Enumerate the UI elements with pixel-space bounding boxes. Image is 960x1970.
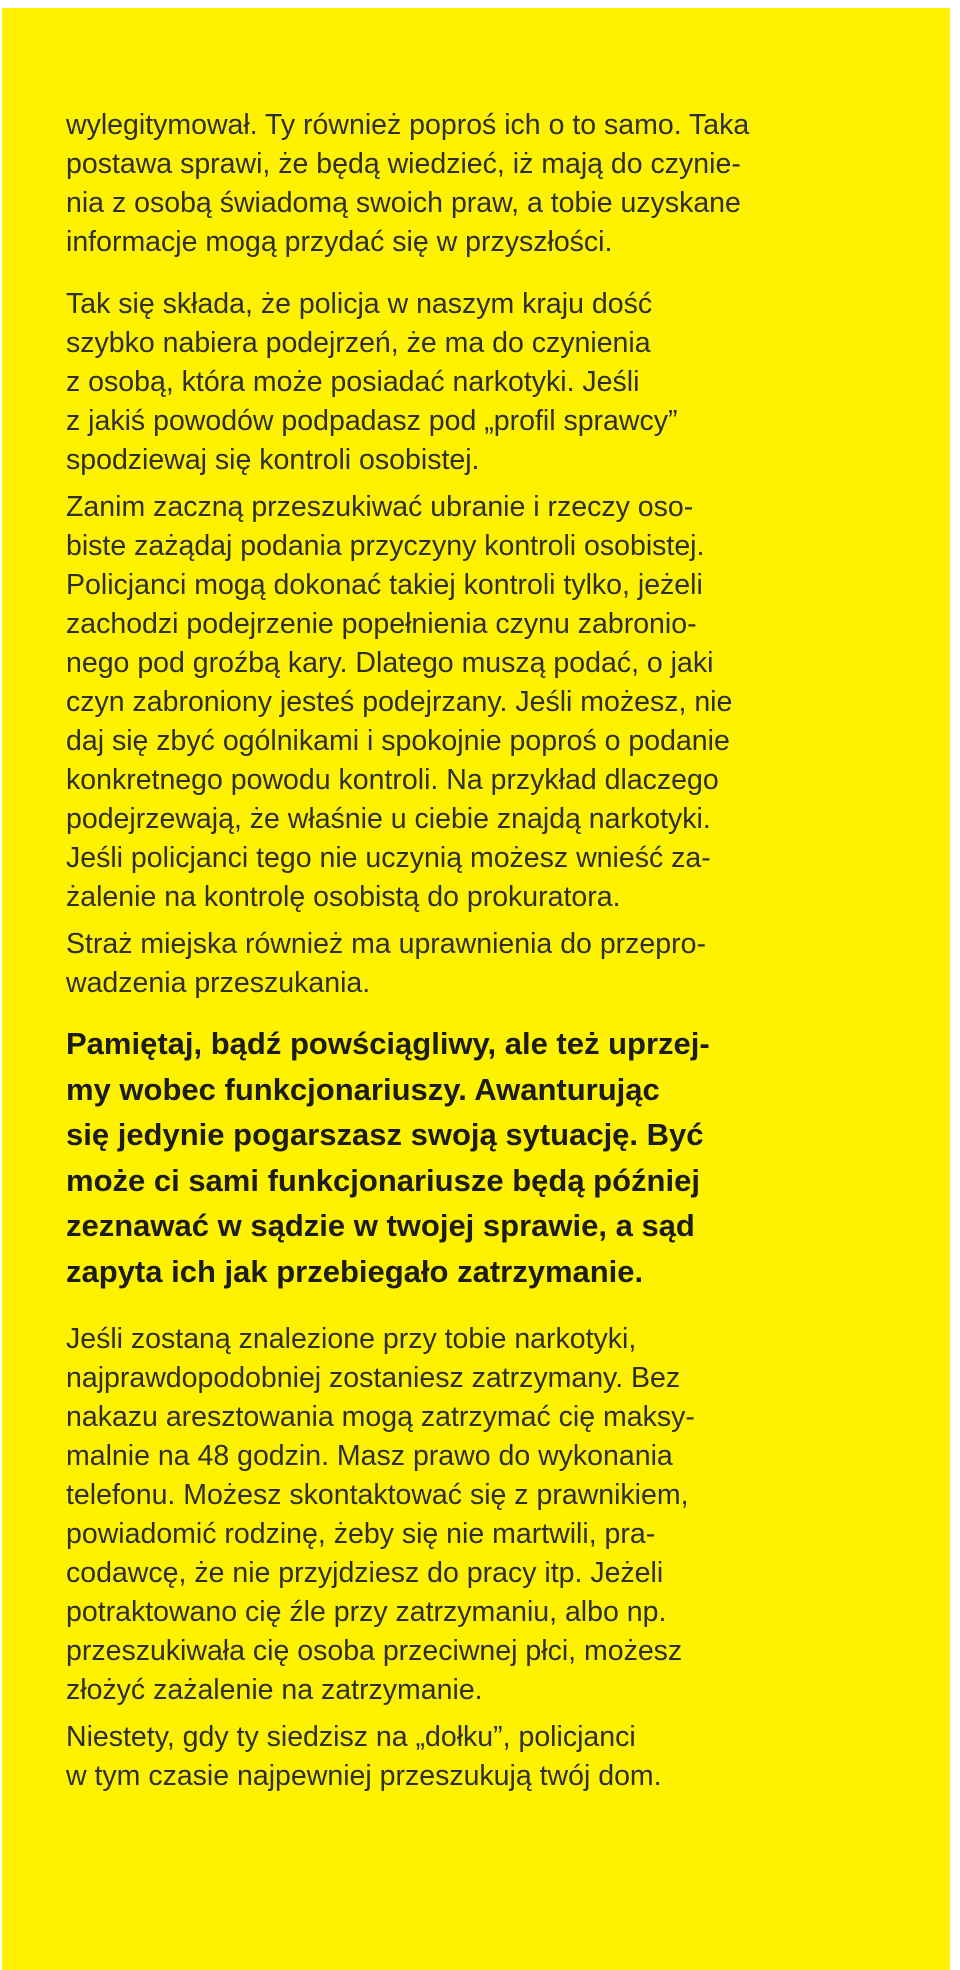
paragraph-suspicion [66, 285, 866, 480]
text-line: my wobec funkcjonariuszy. Awanturując [66, 1071, 660, 1107]
text-line: malnie na 48 godzin. Masz prawo do wykonania [66, 1440, 673, 1472]
paragraph-search-reason [66, 488, 866, 917]
text-line: Tak się składa, że policja w naszym kraju dość [66, 288, 653, 320]
text-line: Zanim zaczną przeszukiwać ubranie i rzeczy oso- [66, 491, 694, 523]
text-line: najprawdopodobniej zostaniesz zatrzymany. Bez [66, 1362, 681, 1394]
document-page [2, 8, 950, 1970]
text-line: żalenie na kontrolę osobistą do prokuratora. [66, 881, 621, 913]
text-line: może ci sami funkcjonariusze będą później [66, 1162, 700, 1198]
text-line: powiadomić rodzinę, żeby się nie martwili, pra- [66, 1518, 656, 1550]
text-line: potraktowano cię źle przy zatrzymaniu, albo np. [66, 1596, 667, 1628]
text-line: konkretnego powodu kontroli. Na przykład dlaczego [66, 764, 719, 796]
text-line: z osobą, która może posiadać narkotyki. Jeśli [66, 366, 640, 398]
text-line: z jakiś powodów podpadasz pod „profil sprawcy” [66, 405, 678, 437]
text-line: Straż miejska również ma uprawnienia do przepro- [66, 928, 706, 960]
text-line: informacje mogą przydać się w przyszłości. [66, 226, 613, 258]
text-line: postawa sprawi, że będą wiedzieć, iż mają do czynie- [66, 148, 741, 180]
paragraph-detention [66, 1320, 866, 1710]
text-line: Niestety, gdy ty siedzisz na „dołku”, policjanci [66, 1721, 636, 1753]
text-line: spodziewaj się kontroli osobistej. [66, 444, 480, 476]
text-line: nego pod groźbą kary. Dlatego muszą podać, o jaki [66, 647, 714, 679]
paragraph-city-guard [66, 925, 866, 1003]
text-line: Jeśli policjanci tego nie uczynią możesz wnieść za- [66, 842, 711, 874]
text-line: szybko nabiera podejrzeń, że ma do czynienia [66, 327, 651, 359]
text-line: się jedynie pogarszasz swoją sytuację. Być [66, 1117, 704, 1152]
text-line: zeznawać w sądzie w twojej sprawie, a sąd [66, 1208, 695, 1243]
document-body [66, 106, 866, 1796]
text-line: złożyć zażalenie na zatrzymanie. [66, 1674, 483, 1706]
text-line: wylegitymował. Ty również poproś ich o to samo. Taka [66, 109, 750, 141]
paragraph-home-search [66, 1718, 866, 1796]
text-line: czyn zabroniony jesteś podejrzany. Jeśli możesz, nie [66, 686, 733, 718]
text-line: codawcę, że nie przyjdziesz do pracy itp. Jeżeli [66, 1557, 664, 1589]
text-line: telefonu. Możesz skontaktować się z prawnikiem, [66, 1479, 689, 1511]
text-line: wadzenia przeszukania. [66, 967, 371, 999]
text-line: nia z osobą świadomą swoich praw, a tobie uzyskane [66, 187, 741, 219]
text-line: Pamiętaj, bądź powściągliwy, ale też uprzej- [66, 1026, 710, 1061]
text-line: przeszukiwała cię osoba przeciwnej płci, możesz [66, 1635, 683, 1667]
paragraph-identification [66, 106, 866, 262]
text-line: zachodzi podejrzenie popełnienia czynu zabronio- [66, 608, 697, 640]
paragraph-bold-warning [66, 1021, 866, 1294]
text-line: Policjanci mogą dokonać takiej kontroli tylko, jeżeli [66, 569, 703, 601]
text-line: biste zażądaj podania przyczyny kontroli osobistej. [66, 530, 705, 562]
text-line: nakazu aresztowania mogą zatrzymać cię maksy- [66, 1401, 695, 1433]
text-line: daj się zbyć ogólnikami i spokojnie poproś o podanie [66, 725, 730, 757]
text-line: podejrzewają, że właśnie u ciebie znajdą narkotyki. [66, 803, 711, 835]
text-line: w tym czasie najpewniej przeszukują twój dom. [66, 1760, 662, 1792]
text-line: zapyta ich jak przebiegało zatrzymanie. [66, 1253, 644, 1289]
text-line: Jeśli zostaną znalezione przy tobie narkotyki, [66, 1323, 637, 1355]
